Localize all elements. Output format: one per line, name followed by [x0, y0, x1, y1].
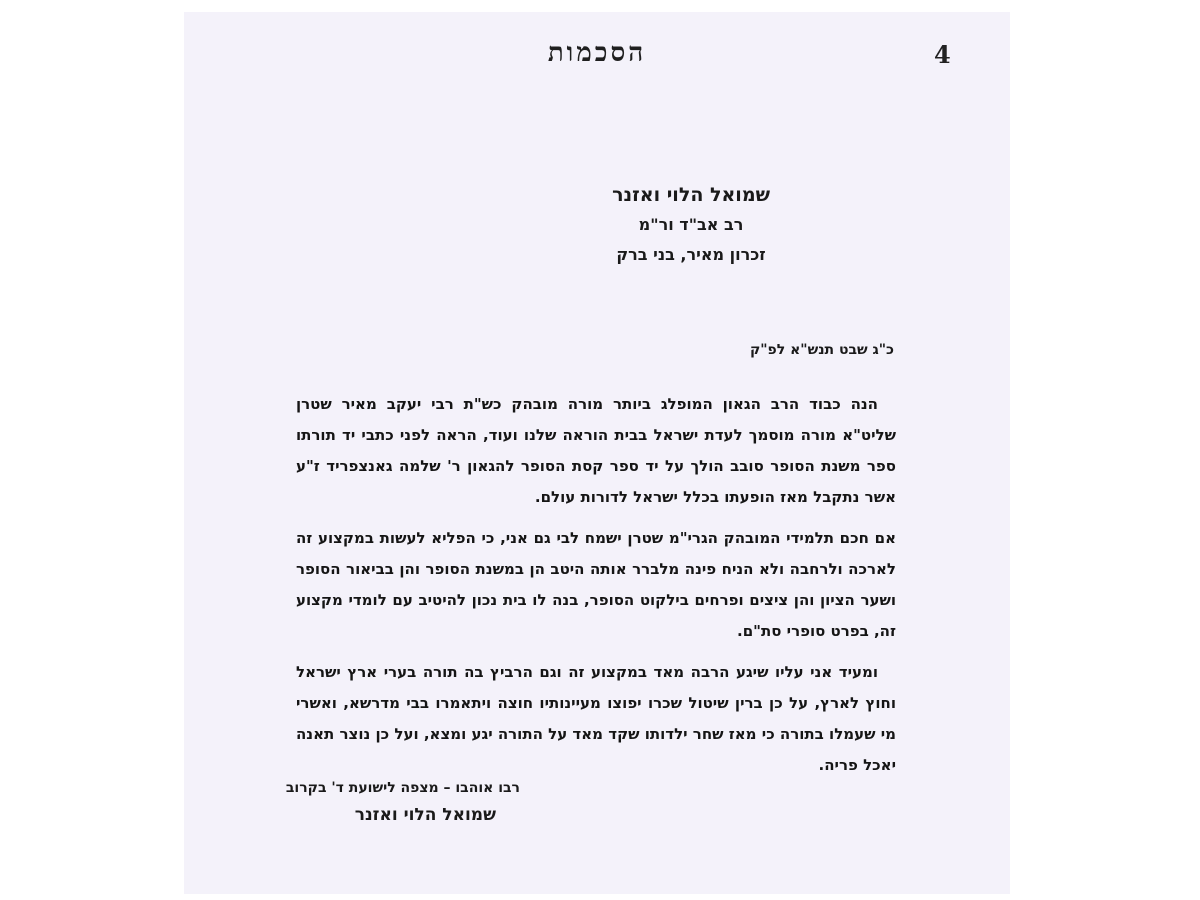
body-paragraph-2: אם חכם תלמידי המובהק הגרי"מ שטרן ישמח לבי גם אני, כי הפליא לעשות במקצוע זה לארכה ולרחבה ולא הניח פינה מלברר אותה היטב הן במשנת הסופר והן בביאור הסופר ושער הציון והן ציצים ופרחים בילקוט הסופר, בנה לו בית נכון להיטיב עם לומדי מקצוע זה, בפרט סופרי סת"ם. [296, 529, 896, 640]
body-paragraph-1: הנה כבוד הרב הגאון המופלג ביותר מורה מובהק כש"ת רבי יעקב מאיר שטרן שליט"א מורה מוסמך לעדת ישראל בבית הוראה שלנו ועוד, הראה לפני כתבי יד תורתו ספר משנת הסופר סובב הולך על יד ספר קסת הסופר להגאון ר' שלמה גאנצפריד ז"ע אשר נתקבל מאז הופעתו בכלל ישראל לדורות עולם. [296, 395, 896, 506]
signer-location: זכרון מאיר, בני ברק [616, 245, 766, 264]
closing-line: רבו אוהבו – מצפה לישועת ד' בקרוב [285, 780, 520, 796]
body-paragraph-3: ומעיד אני עליו שיגע הרבה מאד במקצוע זה וגם הרביץ בה תורה בערי ארץ ישראל וחוץ לארץ, על כן ברין שיטול שכרו יפוצו מעיינותיו חוצה ויתאמרו בבי מדרשא, ואשרי מי שעמלו בתורה כי מאז שחר ילדותו שקד מאד על התורה יגע ומצא, ועל כן נוצר תאנה יאכל פריה. [296, 663, 896, 774]
closing-signature: שמואל הלוי ואזנר [354, 805, 496, 825]
date-line: כ"ג שבט תנש"א לפ"ק [749, 342, 894, 358]
document-page [184, 12, 1010, 894]
section-title: הסכמות [547, 38, 647, 68]
letter-body [296, 389, 896, 791]
signer-title: רב אב"ד ור"מ [638, 215, 744, 234]
signer-block [612, 180, 770, 270]
page-number: 4 [934, 40, 951, 69]
closing-block [286, 776, 520, 830]
signer-name: שמואל הלוי ואזנר [612, 184, 770, 206]
